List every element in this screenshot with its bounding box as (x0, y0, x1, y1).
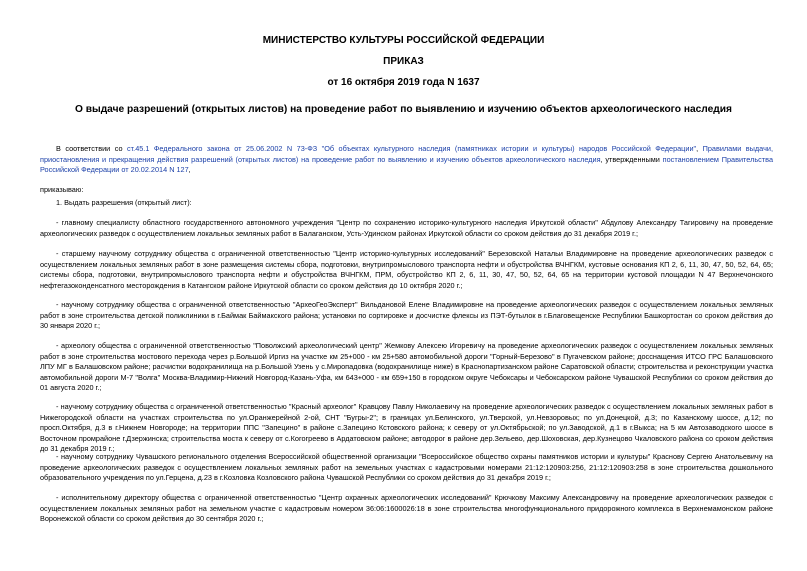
permit-entry: - научному сотруднику Чувашского регионального отделения Всероссийской общественной организации "Всероссийское общество охраны памятников истории и культуры" Краснову Сергею Анатольевичу на проведение археологических разведок с осуществлением локальных земляных работ на земельных участках с кадастровыми номерами 21:12:120903:256, 21:12:120903:258 в зоне строительства дошкольного образовательного учреждения по ул.Герцена, д.23 в г.Козловка Козловского района Чувашской Республики со сроком действия до 31 декабря 2019 г.; (40, 452, 773, 482)
item-1-heading: 1. Выдать разрешения (открытый лист): (56, 198, 192, 207)
permit-entry: - научному сотруднику общества с ограниченной ответственностью "Красный археолог" Кравцову Павлу Николаевичу на проведение археологических разведок с осуществлением локальных земляных работ в Нижегородской области на участках строительства по ул.Оранжерейной 2-ой, СНТ "Бугры-2"; в границах ул.Белинского, ул.Тверской, ул.Невзоровых; по ул.Донецкой, д.3; по Казанскому шоссе, д.12; по просп.Октября, д.3 в г.Нижнем Новгороде; на территории ППС "Запецино" в районе с.Запецино Кстовского района; к северу от ул.Октябрьской; по ул.Заводской, д.1 в г.Выкса; на 5 км Автозаводского шоссе в Восточном промрайоне г.Дзержинска; строительства моста к северу от с.Когогреево в Ардатовском районе; автодорог в районе дер.Зельево, дер.Шоховская, дер.Кузнецово Чкаловского района со сроком действия до 31 декабря 2019 г.; (40, 402, 773, 453)
order-word: приказываю: (40, 185, 84, 194)
permit-entry: - археологу общества с ограниченной ответственностью "Поволжский археологический центр" Жемкову Алексею Игоревичу на проведение археологических разведок с осуществлением локальных земляных работ в зоне строительства мостового перехода через р.Большой Иргиз на участке км 25+000 - км 25+580 автомобильной дороги "Горный-Березово" в Пугачевском районе; досснащения ИТСО ГРС Балашовского ЛПУ МГ в Балашовском районе; расчистки водохранилища на р.Большой Узень у с.Миропадовка (водохранилище ниже) в Краснопартизанском районе Саратовской области; строительства и реконструкции участка автомобильной дороги М-7 "Волга" Москва-Владимир-Нижний Новгород-Казань-Уфа, км 643+000 - км 659+150 в городском округе Чебоксары и Чебоксарском районе Чувашской Республики со сроком действия до 01 августа 2020 г.; (40, 341, 773, 392)
preamble-text-3: , утвержденными (600, 154, 663, 164)
doc-type-heading: ПРИКАЗ (383, 56, 424, 67)
preamble-text-1: В соответствии со (56, 144, 127, 153)
page-title: О выдаче разрешений (открытых листов) на проведение работ по выявлению и изучению объектов археологического наследия (74, 104, 732, 115)
preamble-paragraph (40, 144, 773, 176)
permit-entry: - старшему научному сотруднику общества с ограниченной ответственностью "Центр историко-культурных исследований" Березовской Натальи Владимировне на проведение археологических разведок с осуществлением локальных земляных работ в зоне размещения системы сбора, подготовки, внутрипромыслового транспорта нефти и обустройства ВЧНГКМ, кустовые основания КП 2, 6, 11, 30, 47, 50, 52, 64, 65; системы сбора, подготовки, внутрипромыслового транспорта нефти и обустройства ВЧНГКМ, ПРМ, обустройство КП 2, 6, 11, 30, 47, 50, 52, 64, 65 на территории кустовой площадки N 47 Верхнечонского нефтегазоконденсатного месторождения в Катангском районе Иркутской области со сроком действия до 10 октября 2020 г.; (40, 249, 773, 290)
permit-entry: - главному специалисту областного государственного автономного учреждения "Центр по сохранению историко-культурного наследия Иркутской области" Абдулову Александру Тагировичу на проведение археологических разведок с осуществлением локальных земляных работ в Балаганском, Усть-Удинском районах Иркутской области со сроком действия до 31 декабря 2019 г.; (40, 218, 773, 238)
date-number-heading: от 16 октября 2019 года N 1637 (327, 77, 480, 88)
rules-link[interactable]: Правилами выдачи, приостановления и прекращения действия разрешений (открытых листов) на проведение работ по выявлению и изучению объектов археологического наследия (40, 144, 773, 164)
permit-entry: - исполнительному директору общества с ограниченной ответственностью "Центр охранных археологических исследований" Крючкову Максиму Александровичу на проведение археологических разведок с осуществлением локальных земляных работ на земельном участке с кадастровым номером 36:06:1600026:18 в зоне строительства многофункционального придорожного комплекса в Верхнемамонском районе Воронежской области со сроком действия до 30 сентября 2020 г.; (40, 493, 773, 523)
permit-entry: - научному сотруднику общества с ограниченной ответственностью "АрхеоГеоЭксперт" Вильдановой Елене Владимировне на проведение археологических разведок с осуществлением локальных земляных работ в зоне строительства детской поликлиники в г.Баймак Баймакского района; установки по сортировке и досчистке флексы из ПЭТ-бутылок в г.Благовещенске Республики Башкортостан со сроком действия до 30 января 2020 г.; (40, 300, 773, 330)
federal-law-link[interactable]: ст.45.1 Федерального закона от 25.06.2002 N 73-ФЗ "Об объектах культурного наследия (памятниках истории и культуры) народов Российской Федерации" (126, 144, 697, 153)
preamble-text-4: , (188, 165, 191, 174)
government-decree-link[interactable]: постановлением Правительства Российской Федерации от 20.02.2014 N 127 (40, 154, 773, 174)
preamble-text-2: , (696, 144, 703, 153)
ministry-heading: МИНИСТЕРСТВО КУЛЬТУРЫ РОССИЙСКОЙ ФЕДЕРАЦИИ (262, 35, 545, 46)
